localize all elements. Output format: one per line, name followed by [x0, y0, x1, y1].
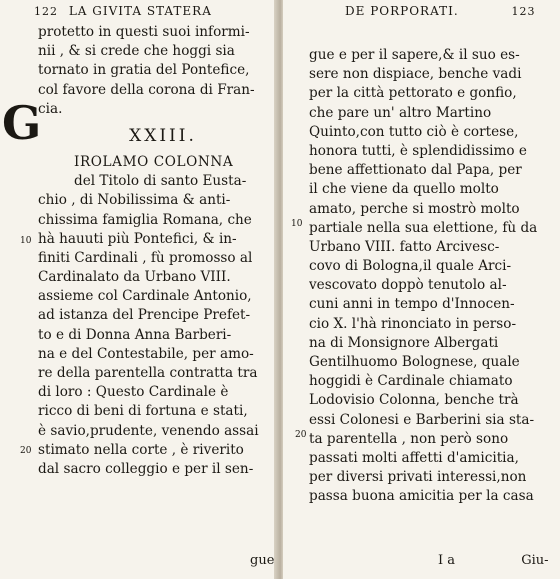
- left-page-number: 122: [34, 5, 58, 18]
- text-line: finiti Cardinali , fù promosso al: [38, 249, 253, 266]
- text-line: Quinto,con tutto ciò è cortese,: [309, 123, 519, 140]
- text-line: gue e per il sapere,& il suo es-: [309, 47, 520, 63]
- text-line: ad istanza del Prencipe Prefet-: [38, 307, 251, 324]
- text-line: passa buona amicitia per la casa: [309, 488, 534, 505]
- first-line-capitals: IROLAMO COLONNA: [74, 153, 234, 170]
- text-line: nii , & si crede che hoggi sia: [38, 43, 235, 60]
- signature-letter: a: [447, 553, 456, 568]
- text-line: na e del Contestabile, per amo-: [38, 345, 254, 362]
- text-line: ta parentella , non però sono: [309, 430, 509, 447]
- line-number-20: 20: [20, 446, 32, 456]
- text-line: chissima famiglia Romana, che: [38, 211, 252, 228]
- right-text-block: [309, 46, 557, 507]
- text-line: cia.: [38, 100, 63, 117]
- text-line: del Titolo di santo Eusta-: [74, 173, 247, 190]
- left-running-title: LA GIVITA STATERA: [68, 4, 212, 18]
- right-page: [283, 0, 560, 579]
- left-page: [0, 0, 279, 579]
- text-line: che pare un' altro Martino: [309, 104, 492, 121]
- line-number-20: 20: [295, 430, 307, 440]
- text-line: covo di Bologna,il quale Arci-: [309, 258, 512, 275]
- text-line: Gentilhuomo Bolognese, quale: [309, 354, 520, 370]
- text-line: passati molti affetti d'amicitia,: [309, 449, 519, 466]
- text-line: stimato nella corte , è riverito: [38, 441, 244, 458]
- text-line: essi Colonesi e Barberini sia sta-: [309, 411, 535, 428]
- text-line: protetto in questi suoi informi-: [38, 24, 250, 40]
- text-line: col favore della corona di Fran-: [38, 81, 255, 98]
- text-line: Urbano VIII. fatto Arcivesc-: [309, 238, 500, 255]
- text-line: chio , di Nobilissima & anti-: [38, 192, 231, 209]
- text-line: è savio,prudente, venendo assai: [38, 422, 259, 439]
- text-line: na di Monsignore Albergati: [309, 334, 499, 351]
- chapter-heading: XXIII.: [129, 125, 197, 146]
- text-line: re della parentella contratta tra: [38, 365, 258, 381]
- text-line: di loro : Questo Cardinale è: [38, 384, 229, 401]
- text-line: sere non dispiace, benche vadi: [309, 66, 522, 83]
- right-catchword: Giu-: [521, 553, 549, 568]
- left-catchword: gue: [250, 553, 275, 568]
- drop-cap: G: [2, 96, 42, 150]
- text-line: per la città pettorato e gonfio,: [309, 85, 517, 102]
- text-line: ricco di beni di fortuna e stati,: [38, 403, 248, 420]
- signature-mark: I: [438, 553, 444, 568]
- left-running-head: [34, 4, 212, 18]
- line-number-10: 10: [20, 236, 32, 246]
- text-line: assieme col Cardinale Antonio,: [38, 288, 252, 305]
- text-line: hà hauuti più Pontefici, & in-: [38, 230, 237, 247]
- text-line: Lodovisio Colonna, benche trà: [309, 392, 519, 409]
- right-page-footer: [438, 553, 549, 568]
- text-line: honora tutti, è splendidissimo e: [309, 142, 527, 159]
- line-number-10: 10: [291, 219, 303, 229]
- right-running-title: DE PORPORATI.: [345, 4, 459, 18]
- text-line: per diversi privati interessi,non: [309, 469, 527, 486]
- text-line: amato, perche si mostrò molto: [309, 200, 520, 217]
- text-line: il che viene da quello molto: [309, 181, 499, 198]
- text-line: Cardinalato da Urbano VIII.: [38, 269, 231, 286]
- text-line: hoggidi è Cardinale chiamato: [309, 373, 513, 390]
- text-line: to e di Donna Anna Barberi-: [38, 326, 232, 343]
- text-line: dal sacro colleggio e per il sen-: [38, 460, 254, 477]
- right-running-head: [345, 4, 536, 18]
- text-line: tornato in gratia del Pontefice,: [38, 62, 250, 79]
- text-line: bene affettionato dal Papa, per: [309, 162, 522, 179]
- right-page-number: 123: [511, 5, 536, 18]
- text-line: partiale nella sua elettione, fù da: [309, 219, 538, 236]
- text-line: cuni anni in tempo d'Innocen-: [309, 296, 515, 313]
- left-text-block: [38, 23, 278, 479]
- text-line: vescovato doppò tenutolo al-: [309, 277, 507, 294]
- text-line: cio X. l'hà rinonciato in perso-: [309, 315, 517, 332]
